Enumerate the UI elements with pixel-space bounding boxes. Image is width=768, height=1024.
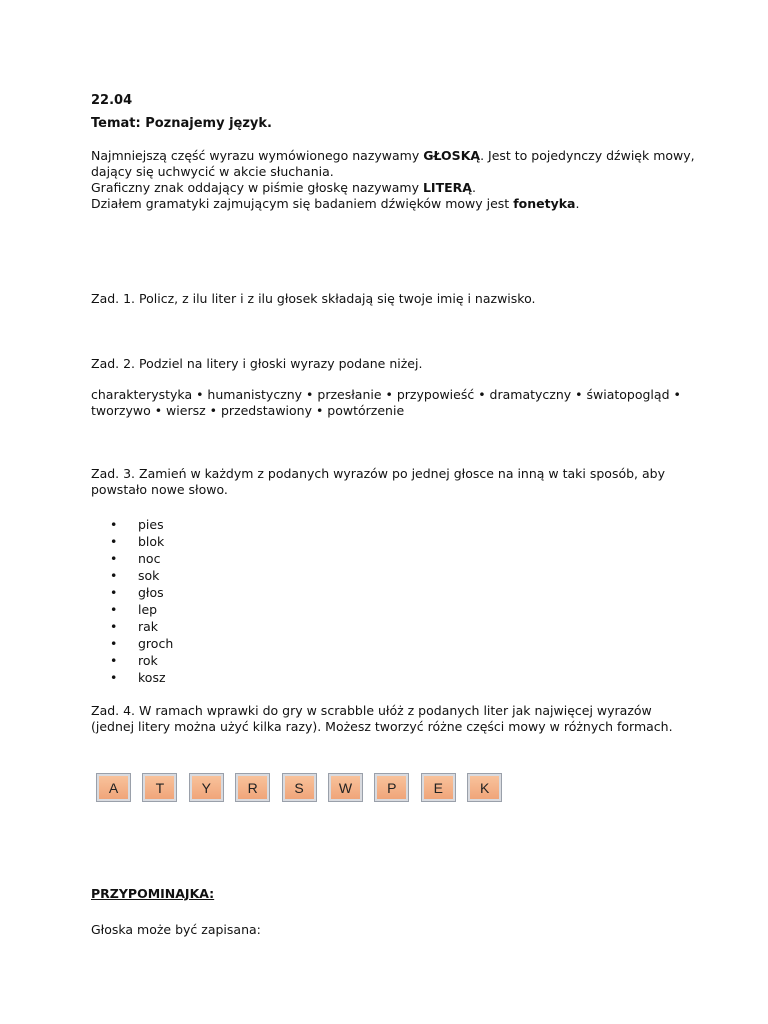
task-2: Zad. 2. Podziel na litery i głoski wyrazy podane niżej.	[91, 356, 423, 371]
task-2-words: charakterystyka • humanistyczny • przesłanie • przypowieść • dramatyczny • światopogląd • tworzywo • wiersz • przedstawiony • powtórzenie	[91, 387, 681, 418]
scrabble-tile: A	[97, 774, 130, 801]
list-item: • kosz	[110, 670, 698, 687]
date: 22.04	[91, 93, 133, 108]
list-item: • blok	[110, 534, 698, 551]
scrabble-tiles	[97, 774, 515, 801]
task-4: Zad. 4. W ramach wprawki do gry w scrabble ułóż z podanych liter jak najwięcej wyrazów (jednej litery można użyć kilka razy). Możesz tworzyć różne części mowy w różnych formach.	[91, 703, 673, 734]
list-item: • rak	[110, 619, 698, 636]
list-item: • lep	[110, 602, 698, 619]
scrabble-tile: T	[143, 774, 176, 801]
task-3-word-list	[110, 517, 698, 687]
scrabble-tile: W	[329, 774, 362, 801]
scrabble-tile: E	[422, 774, 455, 801]
task-3: Zad. 3. Zamień w każdym z podanych wyrazów po jednej głosce na inną w taki sposób, aby powstało nowe słowo.	[91, 466, 665, 497]
list-item: • groch	[110, 636, 698, 653]
list-item: • pies	[110, 517, 698, 534]
list-item: • noc	[110, 551, 698, 568]
reminder-text: Głoska może być zapisana:	[91, 922, 261, 937]
definition-fonetyka: Działem gramatyki zajmującym się badaniem dźwięków mowy jest fonetyka.	[91, 196, 580, 211]
scrabble-tile: K	[468, 774, 501, 801]
list-item: • sok	[110, 568, 698, 585]
reminder-heading: PRZYPOMINAJKA:	[91, 886, 215, 901]
definitions	[91, 148, 698, 212]
scrabble-tile: P	[375, 774, 408, 801]
definition-gloska: Najmniejszą część wyrazu wymówionego nazywamy GŁOSKĄ. Jest to pojedynczy dźwięk mowy, dający się uchwycić w akcie słuchania.	[91, 148, 695, 179]
task-1: Zad. 1. Policz, z ilu liter i z ilu głosek składają się twoje imię i nazwisko.	[91, 291, 536, 306]
scrabble-tile: R	[236, 774, 269, 801]
definition-litera: Graficzny znak oddający w piśmie głoskę nazywamy LITERĄ.	[91, 180, 476, 195]
list-item: • głos	[110, 585, 698, 602]
list-item: • rok	[110, 653, 698, 670]
lesson-topic: Temat: Poznajemy język.	[91, 116, 272, 131]
scrabble-tile: Y	[190, 774, 223, 801]
scrabble-tile: S	[283, 774, 316, 801]
